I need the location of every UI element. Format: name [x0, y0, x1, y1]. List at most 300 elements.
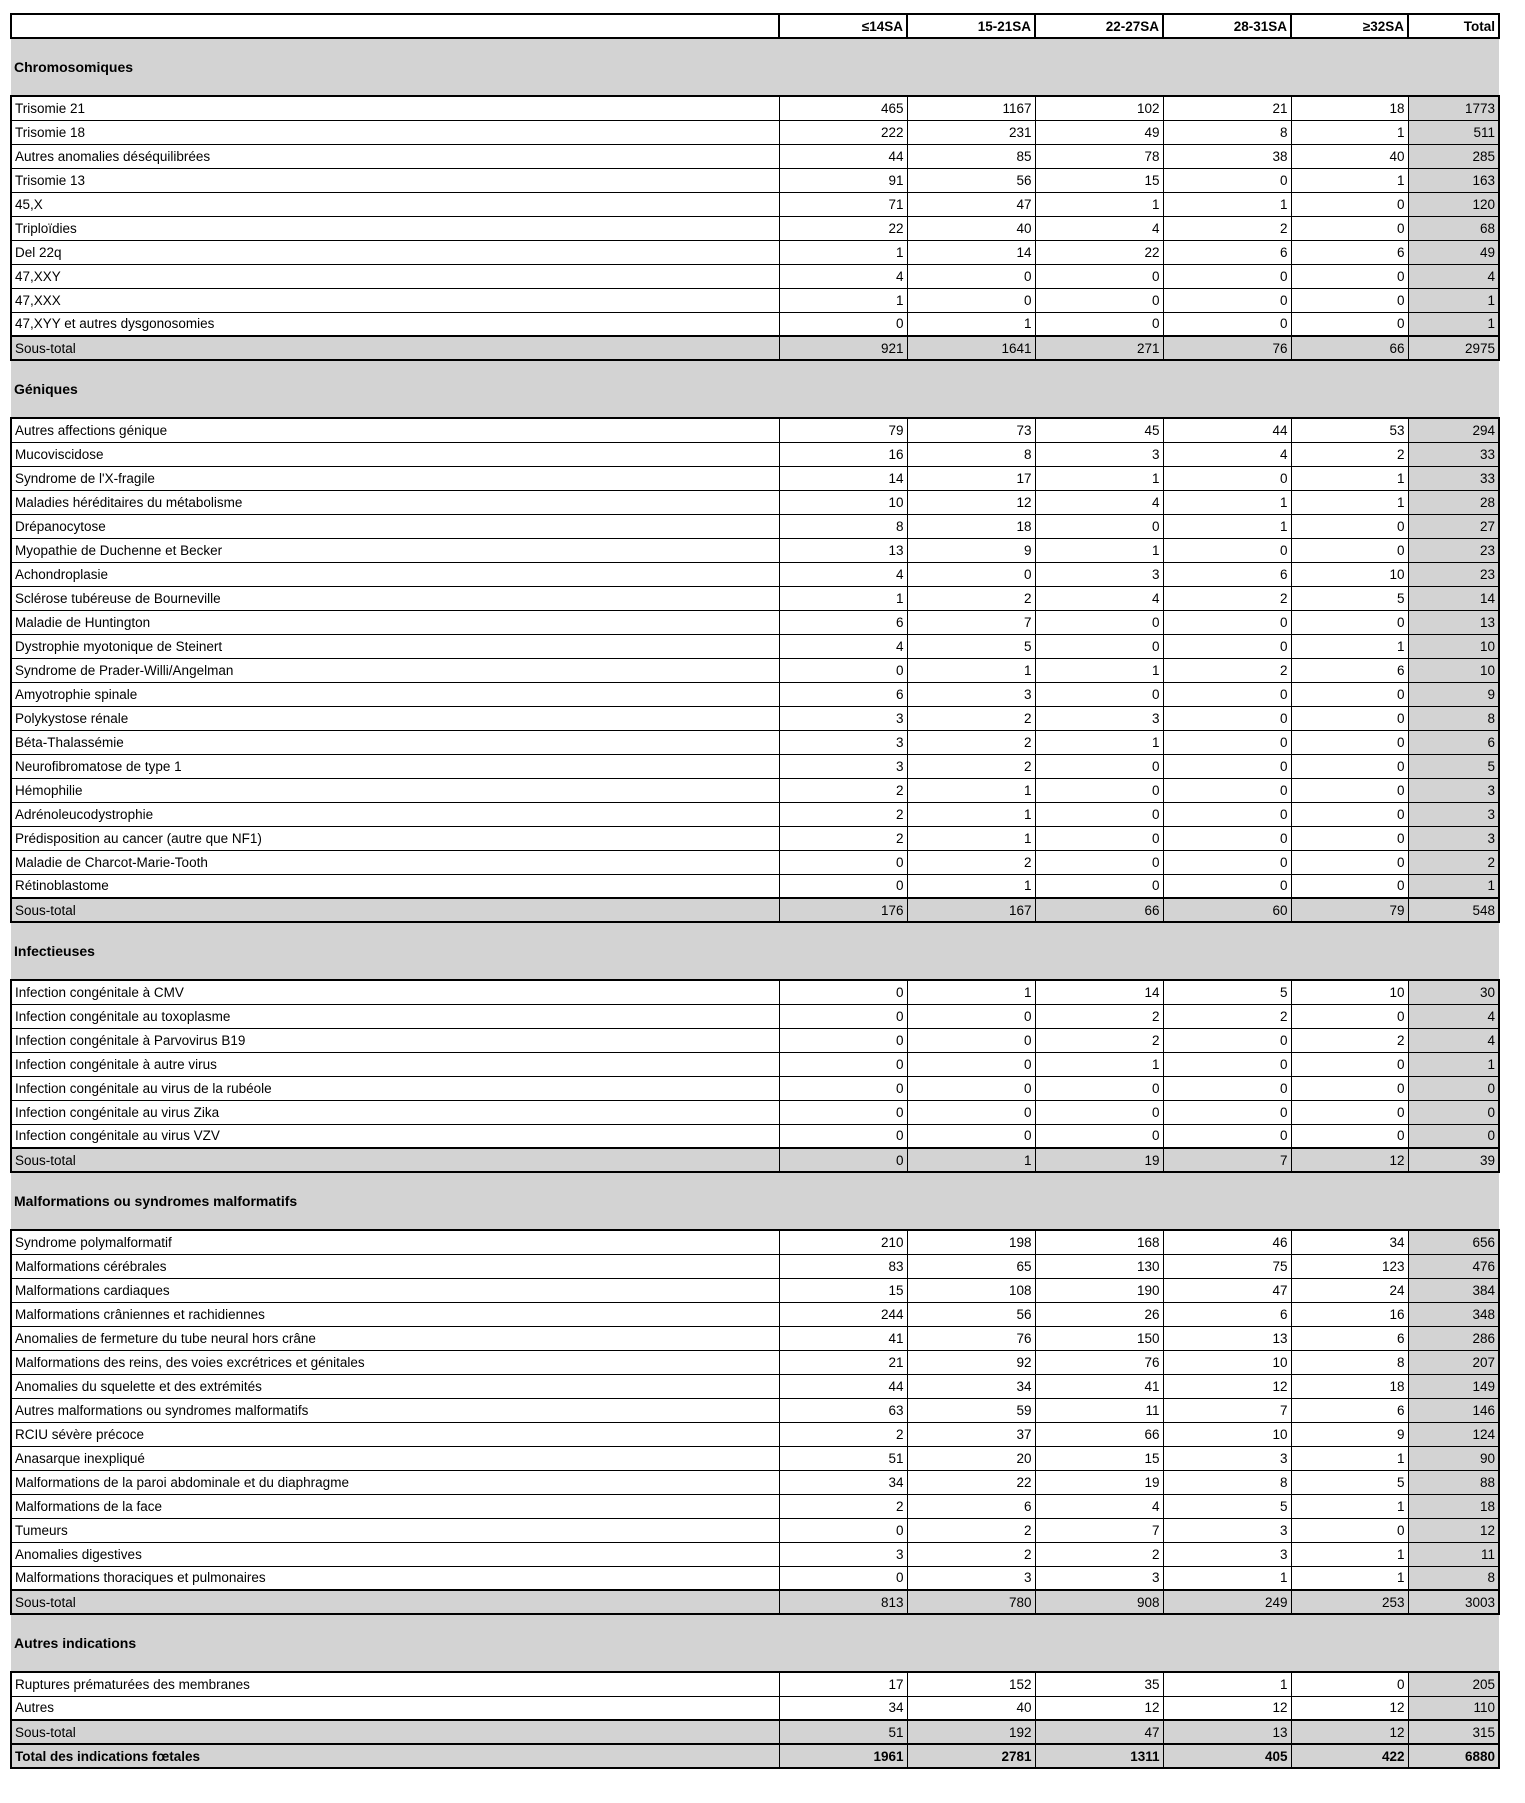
table-header — [11, 14, 1499, 38]
table-row — [11, 120, 1499, 144]
table-row — [11, 1422, 1499, 1446]
row-label: Autres — [11, 1696, 779, 1720]
value-cell: 0 — [1035, 682, 1163, 706]
row-label: Prédisposition au cancer (autre que NF1) — [11, 826, 779, 850]
value-cell: 14 — [907, 240, 1035, 264]
table-row — [11, 730, 1499, 754]
value-cell: 4 — [1035, 216, 1163, 240]
value-cell: 0 — [1163, 730, 1291, 754]
column-header: ≥32SA — [1291, 14, 1408, 38]
table-row — [11, 874, 1499, 898]
total-cell: 110 — [1408, 1696, 1499, 1720]
value-cell: 10 — [1291, 562, 1408, 586]
value-cell: 780 — [907, 1590, 1035, 1614]
total-cell: 3003 — [1408, 1590, 1499, 1614]
total-cell: 23 — [1408, 538, 1499, 562]
value-cell: 13 — [1163, 1720, 1291, 1744]
value-cell: 4 — [779, 634, 907, 658]
row-label: Maladie de Charcot-Marie-Tooth — [11, 850, 779, 874]
value-cell: 66 — [1035, 1422, 1163, 1446]
row-label: Anomalies du squelette et des extrémités — [11, 1374, 779, 1398]
row-label: Polykystose rénale — [11, 706, 779, 730]
value-cell: 6 — [1291, 240, 1408, 264]
column-header: ≤14SA — [779, 14, 907, 38]
value-cell: 0 — [1035, 754, 1163, 778]
value-cell: 40 — [1291, 144, 1408, 168]
row-label: Achondroplasie — [11, 562, 779, 586]
total-cell: 1 — [1408, 312, 1499, 336]
value-cell: 91 — [779, 168, 907, 192]
value-cell: 1311 — [1035, 1744, 1163, 1768]
value-cell: 1 — [1035, 658, 1163, 682]
value-cell: 66 — [1291, 336, 1408, 360]
value-cell: 0 — [1291, 730, 1408, 754]
value-cell: 76 — [1163, 336, 1291, 360]
value-cell: 66 — [1035, 898, 1163, 922]
value-cell: 465 — [779, 96, 907, 120]
value-cell: 1 — [1035, 1052, 1163, 1076]
value-cell: 34 — [779, 1470, 907, 1494]
row-label: Anomalies de fermeture du tube neural hors crâne — [11, 1326, 779, 1350]
value-cell: 12 — [1291, 1720, 1408, 1744]
total-cell: 656 — [1408, 1230, 1499, 1254]
value-cell: 6 — [1291, 1326, 1408, 1350]
row-label: Del 22q — [11, 240, 779, 264]
value-cell: 0 — [907, 264, 1035, 288]
value-cell: 0 — [1035, 874, 1163, 898]
table-row — [11, 466, 1499, 490]
value-cell: 150 — [1035, 1326, 1163, 1350]
table-row — [11, 1254, 1499, 1278]
value-cell: 4 — [1035, 490, 1163, 514]
value-cell: 2 — [779, 778, 907, 802]
total-cell: 285 — [1408, 144, 1499, 168]
row-label: Infection congénitale à Parvovirus B19 — [11, 1028, 779, 1052]
row-label: Trisomie 21 — [11, 96, 779, 120]
value-cell: 4 — [1035, 1494, 1163, 1518]
value-cell: 1 — [1035, 730, 1163, 754]
value-cell: 2 — [1163, 216, 1291, 240]
value-cell: 51 — [779, 1446, 907, 1470]
row-label: Trisomie 13 — [11, 168, 779, 192]
value-cell: 15 — [1035, 168, 1163, 192]
value-cell: 1 — [779, 586, 907, 610]
total-cell: 11 — [1408, 1542, 1499, 1566]
value-cell: 2 — [907, 850, 1035, 874]
table-row — [11, 264, 1499, 288]
row-label: Syndrome de Prader-Willi/Angelman — [11, 658, 779, 682]
total-cell: 30 — [1408, 980, 1499, 1004]
value-cell: 1 — [779, 240, 907, 264]
total-cell: 286 — [1408, 1326, 1499, 1350]
value-cell: 3 — [779, 706, 907, 730]
table-row — [11, 418, 1499, 442]
value-cell: 168 — [1035, 1230, 1163, 1254]
value-cell: 6 — [1163, 562, 1291, 586]
row-label: Infection congénitale au virus Zika — [11, 1100, 779, 1124]
value-cell: 47 — [1163, 1278, 1291, 1302]
table-row — [11, 1052, 1499, 1076]
value-cell: 40 — [907, 216, 1035, 240]
total-cell: 6880 — [1408, 1744, 1499, 1768]
value-cell: 8 — [779, 514, 907, 538]
value-cell: 0 — [1291, 1004, 1408, 1028]
value-cell: 44 — [779, 1374, 907, 1398]
row-label: Anasarque inexpliqué — [11, 1446, 779, 1470]
value-cell: 6 — [907, 1494, 1035, 1518]
table-row — [11, 1230, 1499, 1254]
table-row — [11, 168, 1499, 192]
value-cell: 1 — [1035, 538, 1163, 562]
value-cell: 2 — [779, 1494, 907, 1518]
value-cell: 9 — [907, 538, 1035, 562]
value-cell: 7 — [1163, 1148, 1291, 1172]
value-cell: 18 — [1291, 96, 1408, 120]
total-cell: 146 — [1408, 1398, 1499, 1422]
row-label: Maladies héréditaires du métabolisme — [11, 490, 779, 514]
row-label: Tumeurs — [11, 1518, 779, 1542]
value-cell: 21 — [1163, 96, 1291, 120]
subtotal-label: Sous-total — [11, 1720, 779, 1744]
value-cell: 0 — [1163, 826, 1291, 850]
table-row — [11, 538, 1499, 562]
value-cell: 0 — [779, 1100, 907, 1124]
table-row — [11, 754, 1499, 778]
table-row — [11, 706, 1499, 730]
value-cell: 1 — [1291, 1446, 1408, 1470]
value-cell: 0 — [1291, 1052, 1408, 1076]
total-cell: 14 — [1408, 586, 1499, 610]
table-row — [11, 312, 1499, 336]
value-cell: 6 — [1163, 240, 1291, 264]
value-cell: 3 — [1163, 1518, 1291, 1542]
value-cell: 6 — [1291, 658, 1408, 682]
value-cell: 0 — [1035, 1076, 1163, 1100]
indications-foetales-table-wrap — [10, 13, 1500, 1769]
value-cell: 14 — [1035, 980, 1163, 1004]
header-row — [11, 14, 1499, 38]
value-cell: 19 — [1035, 1470, 1163, 1494]
value-cell: 0 — [779, 850, 907, 874]
total-cell: 68 — [1408, 216, 1499, 240]
value-cell: 40 — [907, 1696, 1035, 1720]
value-cell: 8 — [1163, 1470, 1291, 1494]
value-cell: 12 — [1291, 1696, 1408, 1720]
subtotal-label: Sous-total — [11, 336, 779, 360]
value-cell: 34 — [779, 1696, 907, 1720]
value-cell: 0 — [1291, 874, 1408, 898]
row-label: Anomalies digestives — [11, 1542, 779, 1566]
value-cell: 2 — [1291, 1028, 1408, 1052]
table-row — [11, 1566, 1499, 1590]
value-cell: 85 — [907, 144, 1035, 168]
subtotal-label: Sous-total — [11, 1148, 779, 1172]
section-title: Malformations ou syndromes malformatifs — [11, 1172, 1499, 1230]
value-cell: 6 — [779, 610, 907, 634]
table-row — [11, 850, 1499, 874]
value-cell: 0 — [907, 1124, 1035, 1148]
value-cell: 92 — [907, 1350, 1035, 1374]
table-row — [11, 490, 1499, 514]
value-cell: 0 — [907, 1076, 1035, 1100]
value-cell: 1 — [1291, 490, 1408, 514]
value-cell: 3 — [1035, 706, 1163, 730]
value-cell: 4 — [779, 562, 907, 586]
value-cell: 2 — [907, 706, 1035, 730]
value-cell: 2 — [907, 730, 1035, 754]
total-cell: 149 — [1408, 1374, 1499, 1398]
value-cell: 12 — [1035, 1696, 1163, 1720]
value-cell: 45 — [1035, 418, 1163, 442]
value-cell: 0 — [907, 1100, 1035, 1124]
total-cell: 27 — [1408, 514, 1499, 538]
total-cell: 348 — [1408, 1302, 1499, 1326]
table-row — [11, 586, 1499, 610]
value-cell: 9 — [1291, 1422, 1408, 1446]
total-cell: 9 — [1408, 682, 1499, 706]
value-cell: 76 — [1035, 1350, 1163, 1374]
value-cell: 5 — [1163, 980, 1291, 1004]
value-cell: 0 — [1291, 514, 1408, 538]
value-cell: 24 — [1291, 1278, 1408, 1302]
total-cell: 10 — [1408, 634, 1499, 658]
value-cell: 0 — [1035, 610, 1163, 634]
total-cell: 2 — [1408, 850, 1499, 874]
value-cell: 3 — [779, 754, 907, 778]
value-cell: 0 — [1291, 826, 1408, 850]
table-row — [11, 826, 1499, 850]
table-row — [11, 1100, 1499, 1124]
value-cell: 2 — [907, 754, 1035, 778]
row-label: Dystrophie myotonique de Steinert — [11, 634, 779, 658]
table-row — [11, 240, 1499, 264]
section-band — [11, 1614, 1499, 1672]
total-cell: 120 — [1408, 192, 1499, 216]
value-cell: 1 — [907, 658, 1035, 682]
table-row — [11, 562, 1499, 586]
value-cell: 63 — [779, 1398, 907, 1422]
value-cell: 0 — [1163, 682, 1291, 706]
value-cell: 0 — [1163, 778, 1291, 802]
table-row — [11, 288, 1499, 312]
value-cell: 17 — [779, 1672, 907, 1696]
value-cell: 0 — [1163, 754, 1291, 778]
value-cell: 2 — [1035, 1028, 1163, 1052]
value-cell: 2 — [779, 802, 907, 826]
table-row — [11, 1470, 1499, 1494]
value-cell: 0 — [1291, 610, 1408, 634]
total-cell: 23 — [1408, 562, 1499, 586]
value-cell: 0 — [1291, 850, 1408, 874]
section-band — [11, 1172, 1499, 1230]
value-cell: 3 — [1163, 1542, 1291, 1566]
total-cell: 88 — [1408, 1470, 1499, 1494]
value-cell: 1 — [907, 826, 1035, 850]
value-cell: 12 — [1163, 1696, 1291, 1720]
subtotal-label: Sous-total — [11, 898, 779, 922]
value-cell: 79 — [1291, 898, 1408, 922]
row-label: Malformations cérébrales — [11, 1254, 779, 1278]
value-cell: 1641 — [907, 336, 1035, 360]
value-cell: 102 — [1035, 96, 1163, 120]
total-cell: 4 — [1408, 264, 1499, 288]
value-cell: 0 — [907, 288, 1035, 312]
row-label: RCIU sévère précoce — [11, 1422, 779, 1446]
table-row — [11, 1278, 1499, 1302]
value-cell: 0 — [779, 312, 907, 336]
value-cell: 6 — [1163, 1302, 1291, 1326]
value-cell: 0 — [1163, 610, 1291, 634]
section-title: Infectieuses — [11, 922, 1499, 980]
total-cell: 28 — [1408, 490, 1499, 514]
value-cell: 1167 — [907, 96, 1035, 120]
table-row — [11, 1518, 1499, 1542]
value-cell: 76 — [907, 1326, 1035, 1350]
value-cell: 37 — [907, 1422, 1035, 1446]
value-cell: 38 — [1163, 144, 1291, 168]
value-cell: 222 — [779, 120, 907, 144]
value-cell: 2 — [1291, 442, 1408, 466]
value-cell: 46 — [1163, 1230, 1291, 1254]
row-label: Triploïdies — [11, 216, 779, 240]
value-cell: 0 — [1291, 802, 1408, 826]
value-cell: 21 — [779, 1350, 907, 1374]
total-cell: 0 — [1408, 1124, 1499, 1148]
value-cell: 1 — [1163, 1566, 1291, 1590]
value-cell: 0 — [1035, 312, 1163, 336]
total-cell: 294 — [1408, 418, 1499, 442]
value-cell: 1 — [1291, 120, 1408, 144]
value-cell: 0 — [1291, 192, 1408, 216]
value-cell: 83 — [779, 1254, 907, 1278]
value-cell: 108 — [907, 1278, 1035, 1302]
value-cell: 2 — [907, 1542, 1035, 1566]
value-cell: 4 — [1163, 442, 1291, 466]
total-cell: 0 — [1408, 1076, 1499, 1100]
value-cell: 405 — [1163, 1744, 1291, 1768]
row-label: 47,XXX — [11, 288, 779, 312]
total-cell: 207 — [1408, 1350, 1499, 1374]
table-row — [11, 980, 1499, 1004]
total-cell: 13 — [1408, 610, 1499, 634]
value-cell: 0 — [1035, 514, 1163, 538]
value-cell: 1 — [1291, 634, 1408, 658]
value-cell: 56 — [907, 168, 1035, 192]
value-cell: 47 — [1035, 1720, 1163, 1744]
value-cell: 0 — [1291, 216, 1408, 240]
table-row — [11, 1028, 1499, 1052]
total-cell: 315 — [1408, 1720, 1499, 1744]
row-label: Drépanocytose — [11, 514, 779, 538]
value-cell: 0 — [779, 1028, 907, 1052]
value-cell: 41 — [1035, 1374, 1163, 1398]
table-row — [11, 634, 1499, 658]
value-cell: 2 — [1163, 586, 1291, 610]
value-cell: 65 — [907, 1254, 1035, 1278]
total-cell: 6 — [1408, 730, 1499, 754]
value-cell: 1 — [1163, 1672, 1291, 1696]
value-cell: 6 — [1291, 1398, 1408, 1422]
row-label: Infection congénitale à autre virus — [11, 1052, 779, 1076]
row-label: Infection congénitale au virus de la rubéole — [11, 1076, 779, 1100]
value-cell: 0 — [779, 1124, 907, 1148]
value-cell: 1 — [1291, 1566, 1408, 1590]
total-cell: 163 — [1408, 168, 1499, 192]
row-label: Béta-Thalassémie — [11, 730, 779, 754]
value-cell: 56 — [907, 1302, 1035, 1326]
row-label: Malformations de la face — [11, 1494, 779, 1518]
value-cell: 3 — [1035, 442, 1163, 466]
value-cell: 7 — [907, 610, 1035, 634]
value-cell: 4 — [779, 264, 907, 288]
row-label: Malformations des reins, des voies excrétrices et génitales — [11, 1350, 779, 1374]
value-cell: 19 — [1035, 1148, 1163, 1172]
value-cell: 22 — [1035, 240, 1163, 264]
value-cell: 3 — [907, 682, 1035, 706]
value-cell: 3 — [1035, 1566, 1163, 1590]
total-cell: 90 — [1408, 1446, 1499, 1470]
value-cell: 167 — [907, 898, 1035, 922]
row-label: Trisomie 18 — [11, 120, 779, 144]
value-cell: 244 — [779, 1302, 907, 1326]
value-cell: 7 — [1163, 1398, 1291, 1422]
value-cell: 12 — [1163, 1374, 1291, 1398]
table-row — [11, 658, 1499, 682]
value-cell: 0 — [1035, 826, 1163, 850]
value-cell: 0 — [1035, 264, 1163, 288]
value-cell: 0 — [1163, 312, 1291, 336]
value-cell: 2 — [1035, 1004, 1163, 1028]
value-cell: 0 — [1163, 264, 1291, 288]
value-cell: 51 — [779, 1720, 907, 1744]
total-cell: 12 — [1408, 1518, 1499, 1542]
grand-total-row — [11, 1744, 1499, 1768]
value-cell: 60 — [1163, 898, 1291, 922]
total-cell: 2975 — [1408, 336, 1499, 360]
value-cell: 59 — [907, 1398, 1035, 1422]
value-cell: 0 — [907, 1028, 1035, 1052]
value-cell: 12 — [1291, 1148, 1408, 1172]
value-cell: 7 — [1035, 1518, 1163, 1542]
value-cell: 10 — [1163, 1422, 1291, 1446]
subtotal-row — [11, 1590, 1499, 1614]
section-title: Chromosomiques — [11, 38, 1499, 96]
value-cell: 231 — [907, 120, 1035, 144]
section-band — [11, 360, 1499, 418]
value-cell: 0 — [1035, 850, 1163, 874]
value-cell: 130 — [1035, 1254, 1163, 1278]
value-cell: 0 — [1163, 634, 1291, 658]
total-cell: 8 — [1408, 706, 1499, 730]
row-label: Infection congénitale à CMV — [11, 980, 779, 1004]
value-cell: 0 — [1163, 1076, 1291, 1100]
column-header: Total — [1408, 14, 1499, 38]
table-row — [11, 1696, 1499, 1720]
value-cell: 16 — [1291, 1302, 1408, 1326]
value-cell: 44 — [1163, 418, 1291, 442]
value-cell: 190 — [1035, 1278, 1163, 1302]
value-cell: 41 — [779, 1326, 907, 1350]
row-label: Adrénoleucodystrophie — [11, 802, 779, 826]
table-row — [11, 1494, 1499, 1518]
row-label: 47,XYY et autres dysgonosomies — [11, 312, 779, 336]
table-row — [11, 682, 1499, 706]
value-cell: 0 — [907, 1004, 1035, 1028]
value-cell: 0 — [779, 1076, 907, 1100]
value-cell: 11 — [1035, 1398, 1163, 1422]
value-cell: 78 — [1035, 144, 1163, 168]
table-row — [11, 514, 1499, 538]
